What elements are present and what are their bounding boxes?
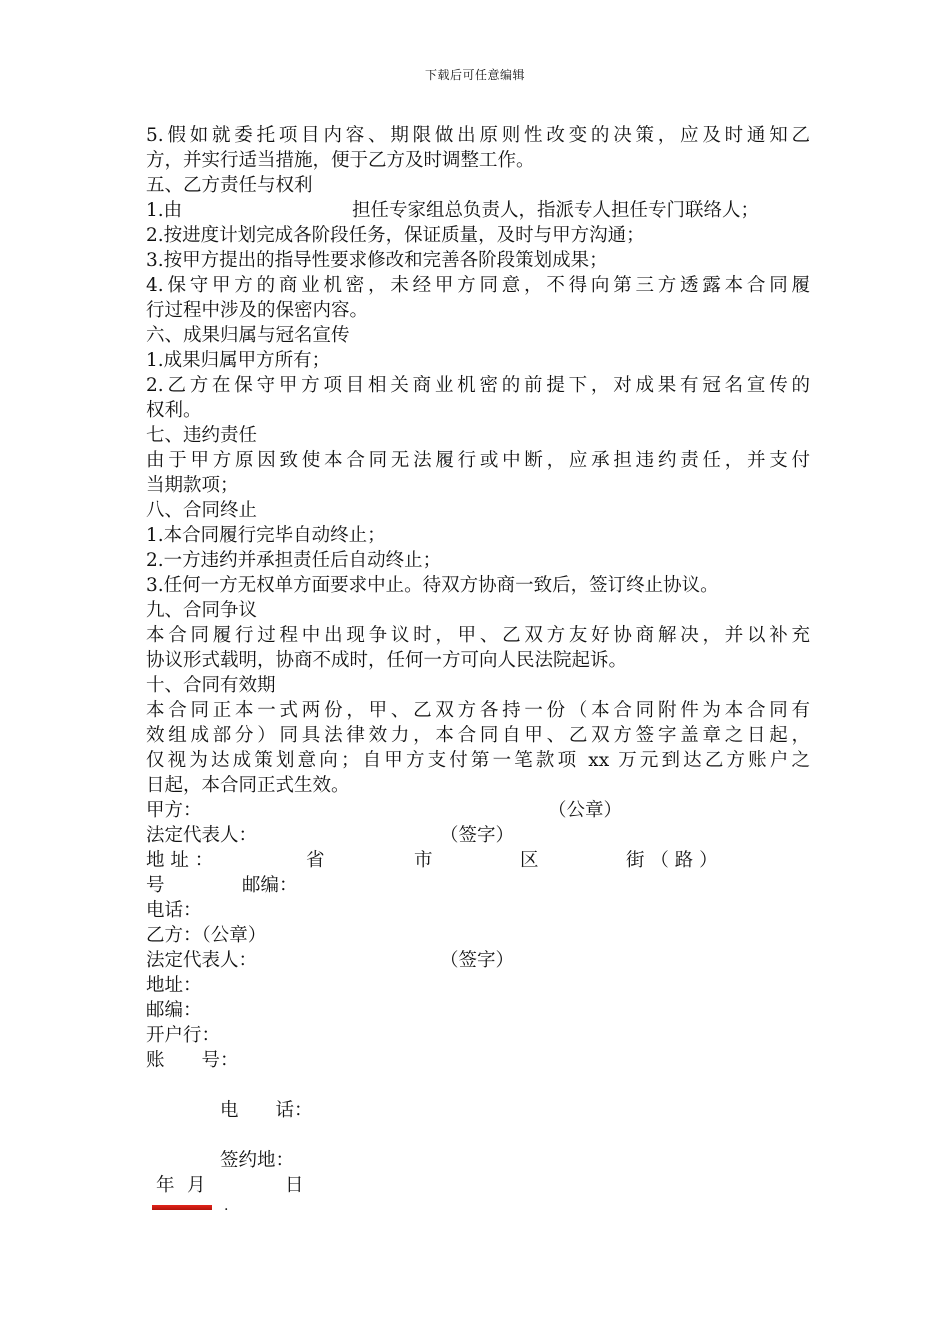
phone-a-label: 电话： (146, 900, 202, 921)
sign-place-label: 签约地： (220, 1150, 295, 1171)
section-heading: 五、乙方责任与权利 (146, 175, 313, 196)
address-label: 地 址 ： (146, 850, 214, 871)
item-text: 担任专家组总负责人，指派专人担任专门联络人； (352, 200, 760, 221)
text-line: 仅视为达成策划意向；自甲方支付第一笔款项 xx 万元到达乙方账户之 (146, 750, 810, 771)
text-line: 本合同正本一式两份，甲、乙双方各持一份（本合同附件为本合同有 (146, 700, 810, 721)
party-a-label: 甲方： (146, 800, 202, 821)
address-line (146, 848, 810, 873)
text-line: 行过程中涉及的保密内容。 (146, 300, 369, 321)
text-line: 2.一方违约并承担责任后自动终止； (146, 550, 442, 571)
spacer (146, 1123, 810, 1148)
number-postcode-line (146, 873, 810, 898)
party-a-line (146, 798, 810, 823)
phone-b-label: 电 话： (220, 1100, 313, 1121)
party-a-seal: （公章） (548, 800, 623, 821)
bank-label: 开户行： (146, 1025, 221, 1046)
account-label: 账 号： (146, 1050, 239, 1071)
text-line: 效组成部分）同具法律效力，本合同自甲、乙双方签字盖章之日起， (146, 725, 810, 746)
postcode-a-label: 邮编： (242, 875, 298, 896)
section-heading: 八、合同终止 (146, 500, 258, 521)
red-underline-mark (152, 1205, 212, 1210)
text-line: 协议形式载明，协商不成时，任何一方可向人民法院起诉。 (146, 650, 628, 671)
legal-rep-a-line (146, 823, 810, 848)
party-b-label: 乙方：（公章） (146, 925, 267, 946)
section-heading: 九、合同争议 (146, 600, 258, 621)
text-line: 3.按甲方提出的指导性要求修改和完善各阶段策划成果； (146, 250, 608, 271)
text-line: 3.任何一方无权单方面要求中止。待双方协商一致后，签订终止协议。 (146, 575, 719, 596)
address-city: 市 (414, 850, 433, 871)
legal-rep-b-line (146, 948, 810, 973)
section-heading: 十、合同有效期 (146, 675, 276, 696)
date-year: 年 (156, 1175, 175, 1196)
date-line (146, 1173, 810, 1198)
trailing-dot: . (224, 1198, 229, 1214)
text-line: 1.本合同履行完毕自动终止； (146, 525, 386, 546)
text-line (146, 198, 810, 223)
text-line: 2.乙方在保守甲方项目相关商业机密的前提下，对成果有冠名宣传的 (146, 375, 810, 396)
item-number: 1.由 (146, 200, 183, 221)
contract-body (146, 123, 810, 1198)
date-month: 月 (187, 1175, 206, 1196)
legal-rep-b-sign: （签字） (440, 950, 515, 971)
address-b-label: 地址： (146, 975, 202, 996)
address-district: 区 (520, 850, 539, 871)
postcode-b-label: 邮编： (146, 1000, 202, 1021)
text-line: 4.保守甲方的商业机密，未经甲方同意，不得向第三方透露本合同履 (146, 275, 810, 296)
section-heading: 六、成果归属与冠名宣传 (146, 325, 350, 346)
text-line: 2.按进度计划完成各阶段任务，保证质量，及时与甲方沟通； (146, 225, 645, 246)
text-line: 1.成果归属甲方所有； (146, 350, 331, 371)
section-heading: 七、违约责任 (146, 425, 258, 446)
text-line: 方，并实行适当措施，便于乙方及时调整工作。 (146, 150, 535, 171)
address-street: 街 （ 路 ） (626, 850, 718, 871)
spacer (146, 1073, 810, 1098)
legal-rep-a-label: 法定代表人： (146, 825, 258, 846)
text-line: 5.假如就委托项目内容、期限做出原则性改变的决策，应及时通知乙 (146, 125, 810, 146)
text-line: 当期款项； (146, 475, 239, 496)
text-line: 日起，本合同正式生效。 (146, 775, 350, 796)
legal-rep-b-label: 法定代表人： (146, 950, 258, 971)
page-header: 下载后可任意编辑 (424, 68, 525, 82)
text-line: 权利。 (146, 400, 202, 421)
address-number: 号 (146, 875, 165, 896)
address-province: 省 (306, 850, 325, 871)
date-day: 日 (285, 1175, 304, 1196)
text-line: 由于甲方原因致使本合同无法履行或中断，应承担违约责任，并支付 (146, 450, 810, 471)
text-line: 本合同履行过程中出现争议时，甲、乙双方友好协商解决，并以补充 (146, 625, 810, 646)
legal-rep-a-sign: （签字） (440, 825, 515, 846)
